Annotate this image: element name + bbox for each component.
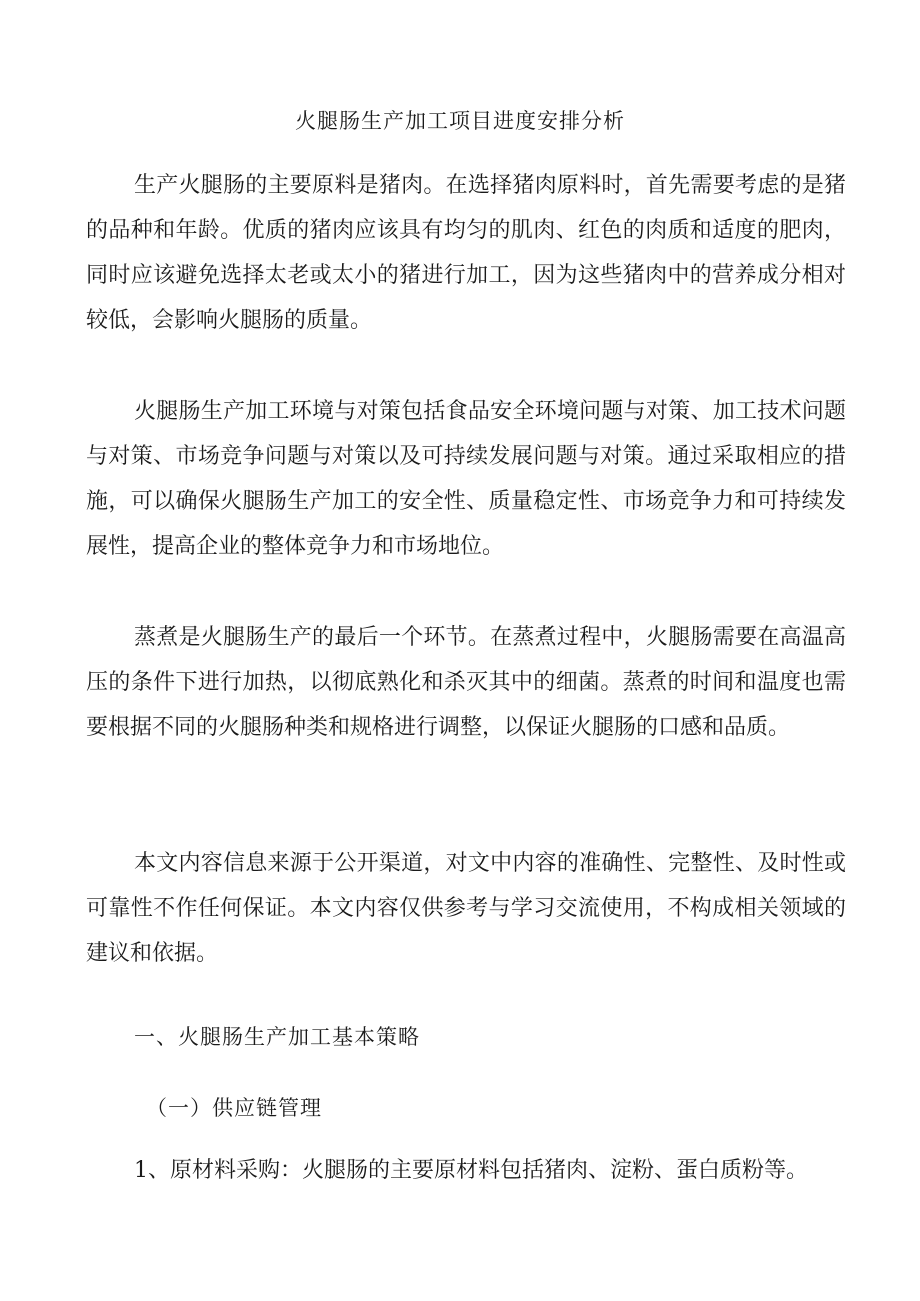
document-title: 火腿肠生产加工项目进度安排分析 xyxy=(295,109,625,133)
list-item-raw-material-purchase: 1、原材料采购：火腿肠的主要原材料包括猪肉、淀粉、蛋白质粉等。 xyxy=(134,1158,808,1183)
subsection-heading: （一）供应链管理 xyxy=(146,1096,322,1120)
paragraph-disclaimer: 本文内容信息来源于公开渠道，对文中内容的准确性、完整性、及时性或可靠性不作任何保证。本文内容仅供参考与学习交流使用，不构成相关领域的建议和依据。 xyxy=(86,851,846,966)
paragraph-environment-strategy: 火腿肠生产加工环境与对策包括食品安全环境问题与对策、加工技术问题与对策、市场竞争问题与对策以及可持续发展问题与对策。通过采取相应的措施，可以确保火腿肠生产加工的安全性、质量稳定性、市场竞争力和可持续发展性，提高企业的整体竞争力和市场地位。 xyxy=(86,399,846,559)
paragraph-steaming: 蒸煮是火腿肠生产的最后一个环节。在蒸煮过程中，火腿肠需要在高温高压的条件下进行加热，以彻底熟化和杀灭其中的细菌。蒸煮的时间和温度也需要根据不同的火腿肠种类和规格进行调整，以保证火腿肠的口感和品质。 xyxy=(86,625,846,740)
paragraph-raw-material: 生产火腿肠的主要原料是猪肉。在选择猪肉原料时，首先需要考虑的是猪的品种和年龄。优质的猪肉应该具有均匀的肌肉、红色的肉质和适度的肥肉，同时应该避免选择太老或太小的猪进行加工，因为这些猪肉中的营养成分相对较低，会影响火腿肠的质量。 xyxy=(86,173,846,333)
section-heading: 一、火腿肠生产加工基本策略 xyxy=(134,1025,420,1049)
